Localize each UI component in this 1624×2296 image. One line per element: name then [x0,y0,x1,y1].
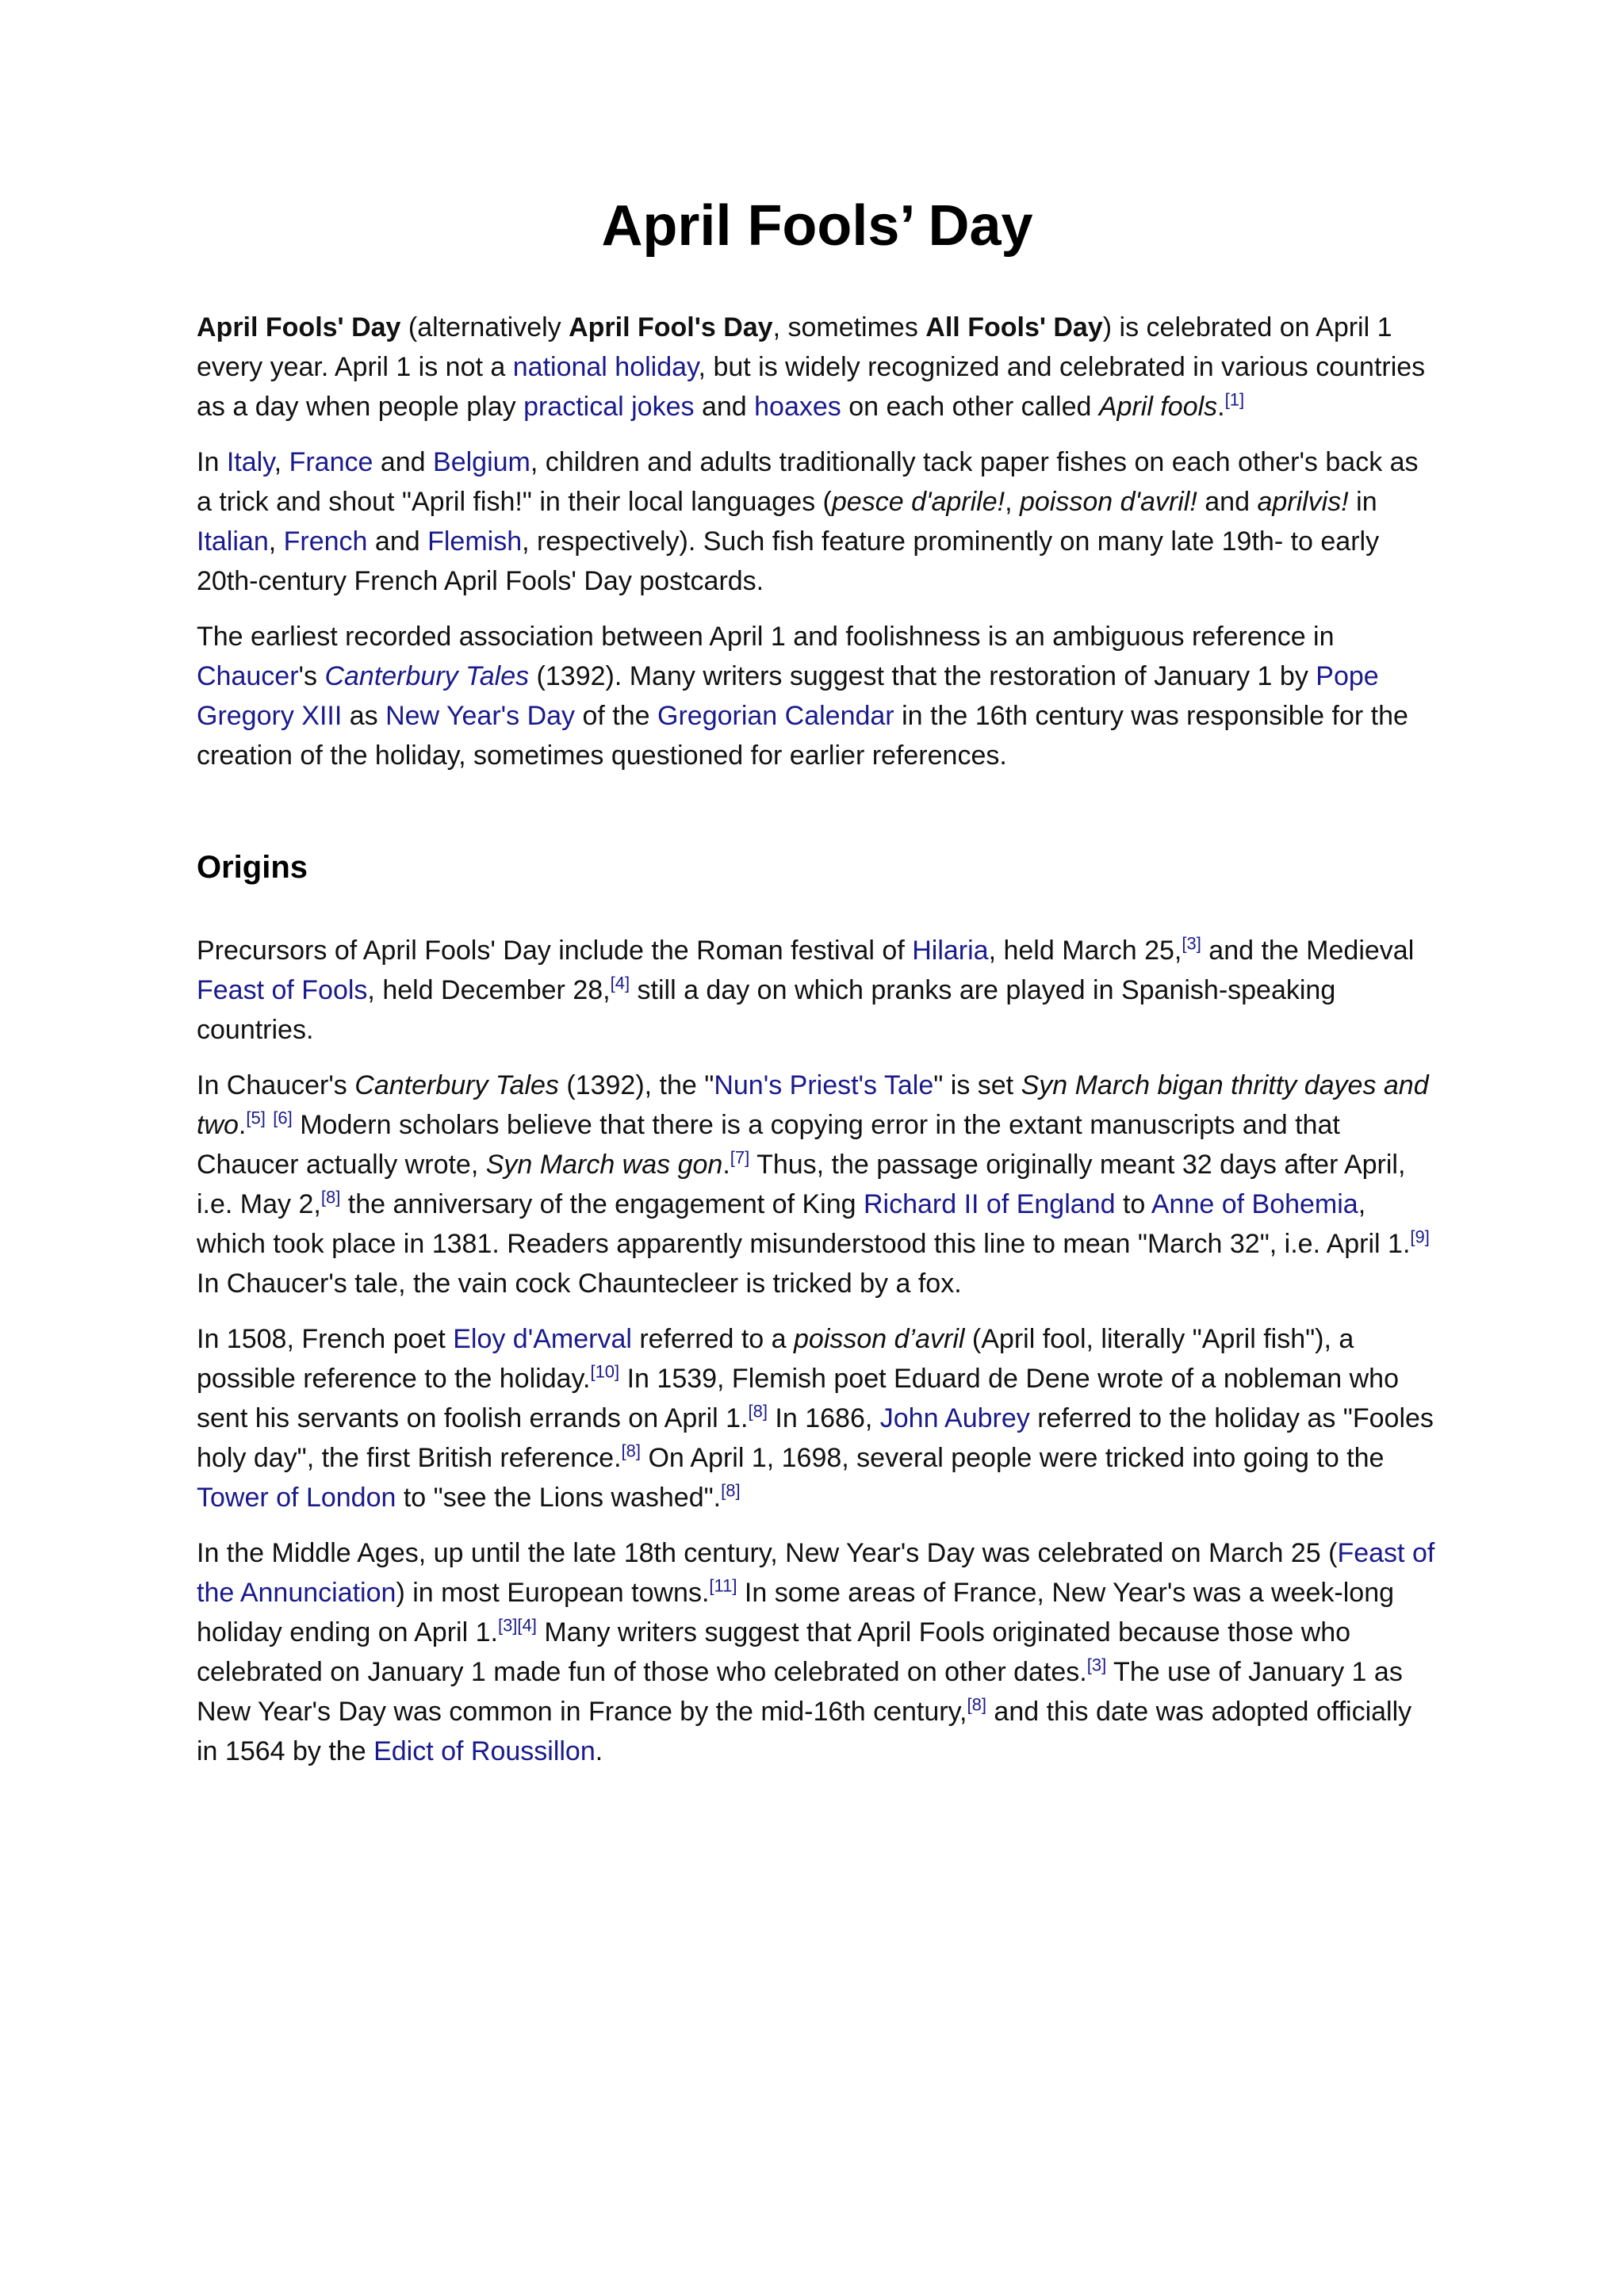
italic-term: poisson d'avril! [1019,487,1197,517]
citation-link[interactable]: [8] [748,1401,768,1422]
text: Modern scholars believe that there is a copying error in the extant manuscripts and that Chaucer actually wrote, [197,1110,1340,1180]
text: The earliest recorded association between April 1 and foolishness is an ambiguous reference in [197,622,1335,652]
text: , but is widely recognized and celebrated in various countries as a day when people play [197,352,1426,422]
text: In some areas of France, New Year's was a week-long holiday ending on April 1. [197,1578,1395,1647]
text: " is set [933,1070,1021,1100]
link-hoaxes[interactable]: hoaxes [754,392,841,422]
text: referred to the holiday as "Fooles holy day", the first British reference. [197,1403,1434,1473]
link-french[interactable]: French [283,526,368,557]
citation-link[interactable]: [9] [1410,1226,1430,1247]
citation-link[interactable]: [11] [709,1575,737,1596]
text: . [595,1736,603,1766]
link-eloy-damerval[interactable]: Eloy d'Amerval [453,1324,632,1354]
citation-link[interactable]: [7] [730,1147,750,1168]
precursors-paragraph [197,931,1438,1050]
text: (April fool, literally "April fish"), a possible reference to the holiday. [197,1324,1354,1394]
link-tower-of-london[interactable]: Tower of London [197,1483,396,1513]
italic-term: Syn March bigan thritty dayes and two [197,1070,1429,1140]
text: , held December 28, [367,975,611,1005]
citation-link[interactable]: [10] [590,1361,620,1382]
article [197,182,1438,1787]
bold-term: April Fools' Day [197,312,401,342]
text: In [197,447,227,477]
italic-term: Canterbury Tales [354,1070,559,1100]
citation-link[interactable]: [3] [1086,1655,1107,1675]
link-pope-gregory[interactable]: Pope Gregory XIII [197,661,1379,731]
text: , [1005,487,1020,517]
citation-link[interactable]: [3][4] [497,1615,537,1636]
text [266,1110,273,1140]
earliest-paragraph [197,617,1438,775]
text: In Chaucer's [197,1070,355,1100]
middle-ages-paragraph [197,1533,1438,1771]
poets-paragraph [197,1319,1438,1517]
bold-term: April Fool's Day [569,312,773,342]
section-heading-origins: Origins [197,850,308,885]
link-john-aubrey[interactable]: John Aubrey [879,1403,1030,1433]
text: and this date was adopted officially in 1564 by the [197,1697,1412,1766]
text: In 1686, [767,1403,880,1433]
text: . [238,1110,247,1140]
text: ) is celebrated on April 1 every year. April 1 is not a [197,312,1392,382]
text: , [268,526,284,557]
italic-term: aprilvis! [1257,487,1349,517]
text: (1392), the " [558,1070,714,1100]
text: (alternatively [400,312,569,342]
citation-link[interactable]: [8] [320,1187,341,1207]
text: In 1508, French poet [197,1324,454,1354]
link-richard-ii[interactable]: Richard II of England [863,1189,1116,1219]
text: , held March 25, [988,936,1182,966]
link-new-years-day[interactable]: New Year's Day [385,701,576,731]
text: and [1197,487,1258,517]
text: . [1217,392,1225,422]
link-chaucer[interactable]: Chaucer [197,661,299,691]
text: and [373,447,434,477]
link-belgium[interactable]: Belgium [433,447,530,477]
text: On April 1, 1698, several people were tricked into going to the [641,1443,1385,1473]
text: (1392). Many writers suggest that the restoration of January 1 by [529,661,1316,691]
citation-link[interactable]: [6] [273,1108,293,1128]
text: In 1539, Flemish poet Eduard de Dene wrote of a nobleman who sent his servants on foolish errands on April 1. [197,1364,1399,1433]
text: Many writers suggest that April Fools originated because those who celebrated on January 1 made fun of those who celebrated on other dates. [197,1617,1351,1687]
text: In the Middle Ages, up until the late 18th century, New Year's Day was celebrated on March 25 ( [197,1538,1338,1568]
citation-link[interactable]: [8] [967,1694,986,1715]
text: referred to a [631,1324,795,1354]
text: still a day on which pranks are played in Spanish-speaking countries. [197,975,1336,1045]
intro-paragraph [197,308,1438,427]
citation-link[interactable]: [8] [721,1480,741,1501]
text: to "see the Lions washed". [396,1483,722,1513]
text: . [722,1150,730,1180]
italic-term: Syn March was gon [485,1150,723,1180]
text: and [367,526,428,557]
text: , [274,447,289,477]
link-feast-of-annunciation[interactable]: Feast of the Annunciation [197,1538,1435,1608]
citation-link[interactable]: [8] [621,1441,641,1461]
link-france[interactable]: France [289,447,373,477]
text: and [694,392,755,422]
citation-link[interactable]: [4] [610,973,630,993]
fish-paragraph [197,442,1438,601]
link-flemish[interactable]: Flemish [427,526,523,557]
link-feast-of-fools[interactable]: Feast of Fools [197,975,368,1005]
page-title: April Fools’ Day [601,194,1033,258]
text: to [1115,1189,1151,1219]
link-practical-jokes[interactable]: practical jokes [523,392,695,422]
text: in the 16th century was responsible for the creation of the holiday, sometimes questioned for earlier references. [197,701,1408,771]
link-gregorian-calendar[interactable]: Gregorian Calendar [657,701,894,731]
text: , children and adults traditionally tack paper fishes on each other's back as a trick and shout "April fish!" in their local languages ( [197,447,1419,517]
italic-term: pesce d'aprile! [831,487,1005,517]
text: on each other called [841,392,1099,422]
citation-link[interactable]: [5] [246,1108,266,1128]
text: Thus, the passage originally meant 32 days after April, i.e. May 2, [197,1150,1406,1219]
text: In Chaucer's tale, the vain cock Chauntecleer is tricked by a fox. [197,1269,962,1299]
link-nuns-priests-tale[interactable]: Nun's Priest's Tale [714,1070,934,1100]
link-national-holiday[interactable]: national holiday [512,352,699,382]
text: 's [298,661,325,691]
text: The use of January 1 as New Year's Day was common in France by the mid-16th century, [197,1657,1403,1727]
text: , respectively). Such fish feature prominently on many late 19th- to early 20th-century French April Fools' Day postcards. [197,526,1380,596]
text: the anniversary of the engagement of King [340,1189,864,1219]
text: ) in most European towns. [396,1578,710,1608]
italic-term: poisson d’avril [794,1324,965,1354]
link-anne-of-bohemia[interactable]: Anne of Bohemia [1151,1189,1358,1219]
link-hilaria[interactable]: Hilaria [912,936,989,966]
text: as [342,701,386,731]
bold-term: All Fools' Day [925,312,1103,342]
link-italian[interactable]: Italian [197,526,269,557]
link-canterbury-tales[interactable]: Canterbury Tales [324,661,530,691]
chaucer-paragraph [197,1066,1438,1303]
text: , which took place in 1381. Readers apparently misunderstood this line to mean "March 32", i.e. April 1. [197,1189,1411,1259]
text: in [1348,487,1377,517]
citation-link[interactable]: [3] [1182,933,1201,954]
link-edict-of-roussillon[interactable]: Edict of Roussillon [373,1736,596,1766]
italic-term: April fools [1098,392,1218,422]
text: of the [575,701,658,731]
text: , sometimes [772,312,926,342]
text: Precursors of April Fools' Day include the Roman festival of [197,936,913,966]
citation-link[interactable]: [1] [1224,389,1245,410]
link-italy[interactable]: Italy [226,447,274,477]
text: and the Medieval [1201,936,1415,966]
